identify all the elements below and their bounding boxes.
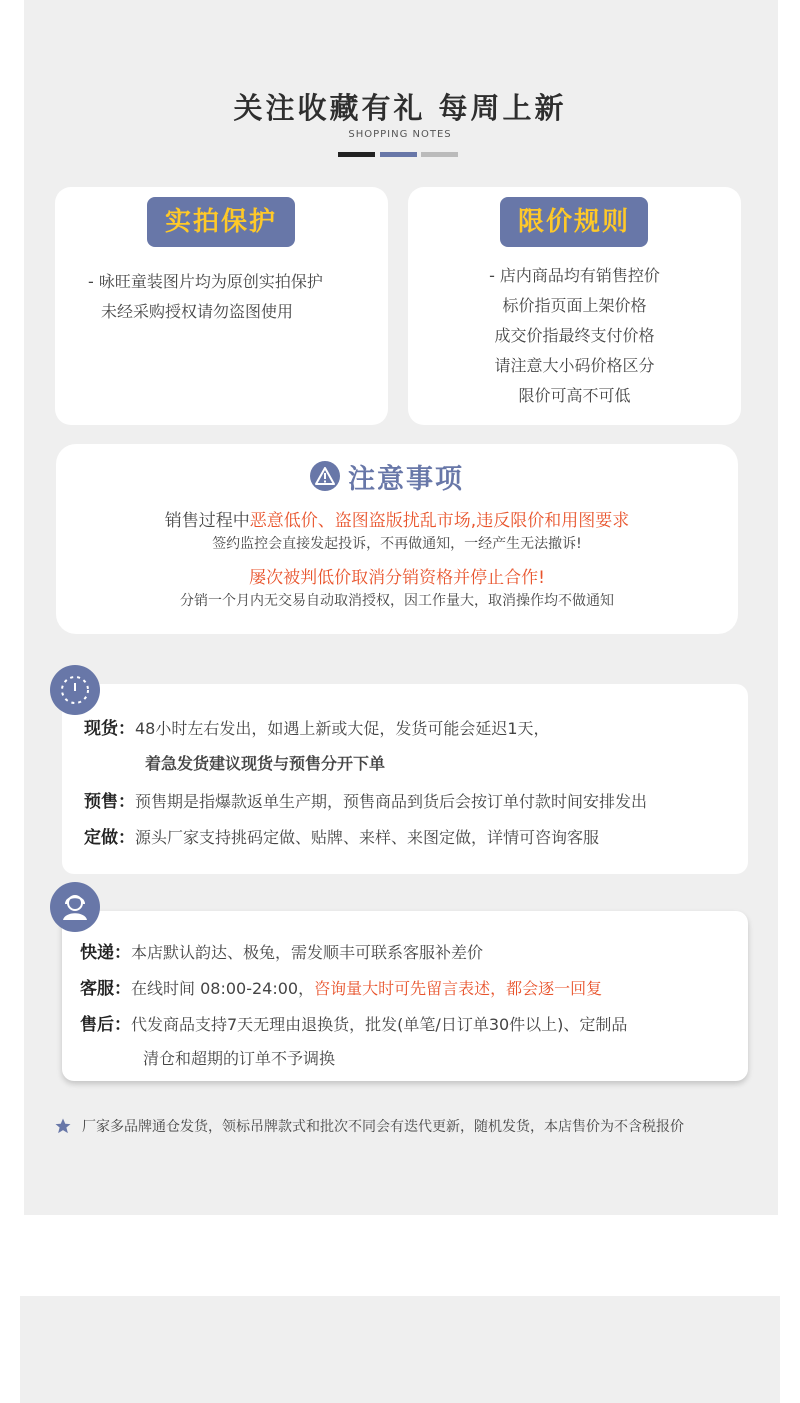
cs-label: 客服： (80, 979, 131, 999)
notice-line-1-warning: 恶意低价、盗图盗版扰乱市场,违反限价和用图要求 (249, 511, 630, 531)
notice-title: 注意事项 (348, 463, 464, 495)
photo-line-2: 未经采购授权请勿盗图使用 (101, 302, 294, 321)
notice-header (310, 458, 464, 494)
presale-row (84, 787, 647, 812)
custom-label: 定做： (84, 828, 135, 848)
page-subtitle: SHOPPING NOTES (348, 129, 452, 140)
price-rule-card (408, 187, 741, 425)
stock-row (84, 714, 550, 739)
express-text: 本店默认韵达、极兔，需发顺丰可联系客服补差价 (131, 943, 484, 962)
clock-icon (50, 665, 100, 715)
photo-protection-badge: 实拍保护 (147, 197, 295, 247)
express-label: 快递： (80, 943, 131, 963)
notice-line-4: 分销一个月内无交易自动取消授权，因工作量大，取消操作均不做通知 (180, 593, 614, 609)
customer-service-icon (50, 882, 100, 932)
divider-bar-accent (380, 152, 417, 157)
customer-service-row (80, 974, 602, 999)
notice-line-1 (56, 506, 738, 531)
price-line-3: 成交价指最终支付价格 (494, 326, 655, 345)
after-sale-text-2: 清仓和超期的订单不予调换 (143, 1049, 336, 1068)
after-sale-label: 售后： (80, 1015, 131, 1035)
photo-protection-card (55, 187, 388, 425)
background-panel-lower (20, 1296, 780, 1403)
presale-text: 预售期是指爆款返单生产期，预售商品到货后会按订单付款时间安排发出 (135, 792, 648, 811)
page-title: 关注收藏有礼 每周上新 (233, 91, 567, 125)
photo-line-1: - 咏旺童装图片均为原创实拍保护 (88, 272, 323, 291)
stock-text: 48小时左右发出，如遇上新或大促，发货可能会延迟1天， (135, 719, 550, 738)
footnote (54, 1116, 684, 1136)
price-rule-badge: 限价规则 (500, 197, 648, 247)
notice-line-1-prefix: 销售过程中 (164, 511, 250, 531)
after-sale-text-1: 代发商品支持7天无理由退换货，批发(单笔/日订单30件以上)、定制品 (131, 1015, 628, 1034)
star-icon (54, 1117, 72, 1135)
after-sale-row (80, 1010, 627, 1035)
stock-label: 现货： (84, 719, 135, 739)
price-line-5: 限价可高不可低 (518, 386, 631, 405)
price-line-4: 请注意大小码价格区分 (494, 356, 655, 375)
price-line-1: - 店内商品均有销售控价 (489, 266, 660, 285)
presale-label: 预售： (84, 792, 135, 812)
express-row (80, 938, 483, 963)
footnote-text: 厂家多品牌通仓发货，领标吊牌款式和批次不同会有迭代更新，随机发货，本店售价为不含税报价 (82, 1119, 684, 1135)
warning-icon (310, 461, 340, 491)
custom-row (84, 823, 599, 848)
notice-line-3: 屡次被判低价取消分销资格并停止合作! (249, 568, 545, 588)
cs-warning: 咨询量大时可先留言表述，都会逐一回复 (314, 979, 603, 998)
price-line-2: 标价指页面上架价格 (502, 296, 647, 315)
custom-text: 源头厂家支持挑码定做、贴牌、来样、来图定做，详情可咨询客服 (135, 828, 600, 847)
notice-line-2: 签约监控会直接发起投诉，不再做通知，一经产生无法撤诉! (212, 536, 582, 552)
stock-warning: 着急发货建议现货与预售分开下单 (145, 754, 386, 773)
divider-bar-dark (338, 152, 375, 157)
divider-bar-light (421, 152, 458, 157)
cs-text: 在线时间 08:00-24:00， (131, 979, 315, 998)
